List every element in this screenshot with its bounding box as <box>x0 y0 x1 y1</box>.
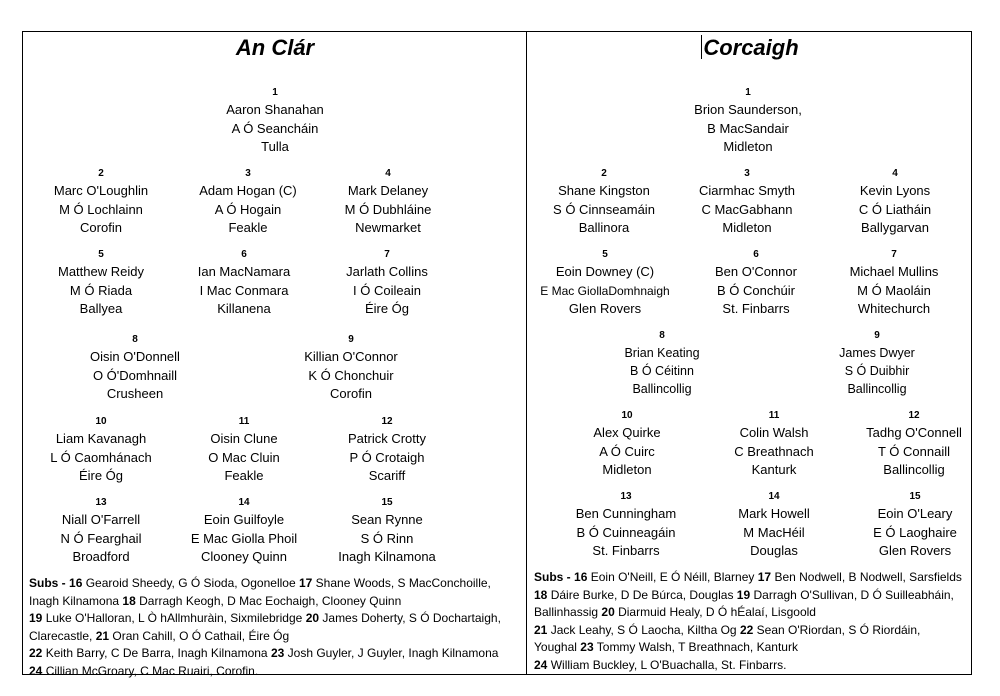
cork-player-13 <box>561 489 691 561</box>
player-number: 11 <box>238 416 250 427</box>
cork-player-6 <box>691 247 821 319</box>
cork-player-7 <box>824 247 964 319</box>
sub-entry: Ben Nodwell, B Nodwell, Sarsfields <box>774 570 962 584</box>
sub-number: 18 <box>534 587 548 602</box>
player-club: Clooney Quinn <box>201 549 287 564</box>
player-name: Sean Rynne <box>351 512 423 527</box>
player-name: Ben O'Connor <box>715 264 797 279</box>
player-irish-name: O Mac Cluin <box>208 449 280 465</box>
player-number: 7 <box>891 249 897 260</box>
player-club: Ballygarvan <box>861 220 929 235</box>
player-club: Ballinora <box>578 220 630 235</box>
clare-player-13 <box>31 495 171 567</box>
player-number: 14 <box>238 497 250 508</box>
cork-column <box>528 32 972 674</box>
player-club: Crusheen <box>106 386 164 401</box>
player-irish-name: I Ó Coileain <box>353 282 421 298</box>
cork-player-12 <box>849 408 979 480</box>
sub-entry: Eoin O'Neill, E Ó Néill, Blarney <box>590 570 755 584</box>
player-name: Niall O'Farrell <box>61 512 141 527</box>
sub-number: 24 <box>29 663 43 678</box>
player-irish-name: I Mac Conmara <box>199 282 289 298</box>
player-club: Feakle <box>228 220 268 235</box>
cork-player-11 <box>709 408 839 480</box>
sub-entry: William Buckley, L O'Buachalla, St. Finbarrs. <box>550 657 787 672</box>
clare-player-7 <box>317 247 457 319</box>
player-number: 3 <box>245 168 251 179</box>
player-number: 6 <box>241 249 247 260</box>
player-number: 4 <box>892 168 898 179</box>
player-number: 3 <box>744 168 750 179</box>
clare-player-14 <box>174 495 314 567</box>
player-club: Éire Óg <box>78 468 124 483</box>
player-number: 2 <box>601 168 607 179</box>
player-name: Ciarmhac Smyth <box>698 183 796 198</box>
player-number: 5 <box>98 249 104 260</box>
player-irish-name: B Ó Céitinn <box>630 364 694 378</box>
sub-number: 16 <box>574 570 588 584</box>
clare-player-5 <box>31 247 171 319</box>
player-club: Corofin <box>330 386 372 401</box>
sub-number: 20 <box>305 611 320 625</box>
sub-number: 22 <box>29 646 43 660</box>
column-divider <box>526 31 527 675</box>
clare-player-6 <box>174 247 314 319</box>
sub-number: 16 <box>69 576 83 590</box>
player-club: Midleton <box>722 220 772 235</box>
player-number: 2 <box>98 168 104 179</box>
player-irish-name: E Mac Giolla Phoil <box>190 530 298 546</box>
player-club: Ballincollig <box>847 382 907 396</box>
player-irish-name: C Ó Liatháin <box>858 201 932 217</box>
sub-entry: Shane Woods, S MacConchoille, Inagh Kilnamona <box>29 576 491 608</box>
sub-entry: Darragh O'Sullivan, D Ó Suilleabháin, Ballinhassig <box>534 587 954 619</box>
player-name: Patrick Crotty <box>347 431 426 446</box>
player-number: 5 <box>602 249 608 260</box>
player-name: Eoin O'Leary <box>877 506 953 521</box>
player-name: Tadhg O'Connell <box>866 425 962 440</box>
cork-player-4 <box>830 166 960 238</box>
player-name: Adam Hogan (C) <box>199 183 297 198</box>
sub-entry: James Doherty, S Ó Dochartaigh, Clarecastle, <box>29 611 501 643</box>
player-irish-name: N Ó Fearghail <box>60 530 142 546</box>
sub-number: 17 <box>298 576 313 590</box>
player-irish-name: S Ó Cinnseamáin <box>553 201 655 217</box>
clare-player-15 <box>317 495 457 567</box>
player-club: Midleton <box>602 462 652 477</box>
player-name: Oisin O'Donnell <box>90 349 180 364</box>
player-irish-name: M Ó Dubhláine <box>344 201 432 217</box>
player-number: 4 <box>385 168 391 179</box>
player-irish-name: M MacHéil <box>743 524 805 540</box>
player-name: Shane Kingston <box>558 183 650 198</box>
player-irish-name: A Ó Hogain <box>214 201 282 217</box>
player-number: 8 <box>659 330 665 341</box>
player-irish-name: A Ó Cuirc <box>599 443 655 459</box>
sub-number: 19 <box>29 611 43 625</box>
player-irish-name: S Ó Duibhir <box>844 364 910 378</box>
player-irish-name: B Ó Conchúir <box>716 282 796 298</box>
clare-player-11 <box>174 414 314 486</box>
cork-title-text: Corcaigh <box>703 35 799 60</box>
sub-entry: Oran Cahill, O Ó Cathail, Éire Óg <box>112 628 290 643</box>
cork-player-14 <box>709 489 839 561</box>
player-number: 1 <box>272 87 278 98</box>
sub-number: 20 <box>601 605 615 619</box>
player-number: 8 <box>132 334 138 345</box>
sub-number: 18 <box>122 593 136 608</box>
player-name: Matthew Reidy <box>58 264 144 279</box>
clare-player-4 <box>318 166 458 238</box>
cork-player-9 <box>812 328 942 398</box>
sub-entry: Diarmuid Healy, D Ó hÉalaí, Lisgoold <box>618 605 816 619</box>
player-number: 10 <box>95 416 107 427</box>
clare-subs <box>29 575 523 680</box>
player-club: Éire Óg <box>364 301 410 316</box>
cork-player-15 <box>850 489 980 561</box>
player-club: Whitechurch <box>857 301 931 316</box>
player-club: Kanturk <box>751 462 797 477</box>
player-number: 12 <box>908 410 920 421</box>
player-name: Mark Howell <box>738 506 810 521</box>
sub-entry: Josh Guyler, J Guyler, Inagh Kilnamona <box>287 646 499 660</box>
player-irish-name: A Ó Seancháin <box>231 120 319 136</box>
player-club: Ballincollig <box>883 462 945 477</box>
clare-player-9 <box>281 332 421 404</box>
player-club: St. Finbarrs <box>722 301 790 316</box>
player-irish-name: C Breathnach <box>734 443 814 459</box>
player-name: Eoin Guilfoyle <box>203 512 285 527</box>
sub-number: 21 <box>95 628 110 643</box>
player-name: Ian MacNamara <box>197 264 291 279</box>
player-name: Mark Delaney <box>347 183 429 198</box>
cork-subs <box>534 569 964 674</box>
cork-player-8 <box>597 328 727 398</box>
player-name: Michael Mullins <box>849 264 939 279</box>
player-irish-name: E Mac GiollaDomhnaigh <box>540 283 670 298</box>
sub-entry: Dáire Burke, D De Búrca, Douglas <box>550 587 734 602</box>
sub-number: 23 <box>270 646 285 660</box>
player-number: 6 <box>753 249 759 260</box>
player-club: Douglas <box>750 543 798 558</box>
player-club: Newmarket <box>355 220 421 235</box>
player-name: James Dwyer <box>839 346 915 360</box>
player-name: Colin Walsh <box>739 425 809 440</box>
sub-number: 23 <box>580 640 594 654</box>
player-irish-name: M Ó Lochlainn <box>59 201 143 217</box>
player-name: Killian O'Connor <box>304 349 398 364</box>
player-club: Inagh Kilnamona <box>338 549 436 564</box>
player-number: 14 <box>768 491 780 502</box>
player-name: Jarlath Collins <box>346 264 428 279</box>
cork-player-5 <box>530 247 680 319</box>
player-name: Liam Kavanagh <box>55 431 147 446</box>
sub-entry: Cillian McGroary, C Mac Ruairi, Corofin. <box>45 663 259 678</box>
player-club: Glen Rovers <box>568 301 642 316</box>
player-name: Marc O'Loughlin <box>53 183 149 198</box>
player-name: Aaron Shanahan <box>226 102 324 117</box>
player-irish-name: M Ó Riada <box>69 282 133 298</box>
clare-player-3 <box>178 166 318 238</box>
player-number: 9 <box>874 330 880 341</box>
player-club: St. Finbarrs <box>592 543 660 558</box>
sub-number: 19 <box>736 587 751 602</box>
player-irish-name: T Ó Connaill <box>877 443 950 459</box>
sub-entry: Gearoid Sheedy, G Ó Sioda, Ogonelloe <box>85 576 296 590</box>
player-number: 11 <box>768 410 780 421</box>
player-club: Corofin <box>80 220 122 235</box>
player-number: 13 <box>620 491 632 502</box>
player-number: 7 <box>384 249 390 260</box>
clare-player-2 <box>31 166 171 238</box>
player-name: Alex Quirke <box>593 425 661 440</box>
player-club: Feakle <box>224 468 264 483</box>
clare-player-12 <box>317 414 457 486</box>
subs-label: Subs - <box>29 576 70 590</box>
cork-player-2 <box>539 166 669 238</box>
sub-entry: Luke O'Halloran, L Ò hAllmhuràin, Sixmilebridge <box>45 611 303 625</box>
sub-number: 21 <box>534 622 548 637</box>
cork-player-10 <box>562 408 692 480</box>
player-club: Midleton <box>723 139 773 154</box>
player-name: Brian Keating <box>624 346 700 360</box>
player-club: Ballincollig <box>632 382 692 396</box>
player-irish-name: O Ó'Domhnaill <box>92 367 178 383</box>
sub-entry: Jack Leahy, S Ó Laocha, Kiltha Og <box>550 622 737 637</box>
sub-number: 22 <box>739 622 754 637</box>
player-name: Kevin Lyons <box>859 183 931 198</box>
sub-number: 24 <box>534 657 548 672</box>
sub-entry: Sean O'Riordan, S Ó Riordáin, Youghal <box>534 622 921 654</box>
player-club: Glen Rovers <box>878 543 952 558</box>
player-irish-name: S Ó Rinn <box>360 530 414 546</box>
clare-player-10 <box>31 414 171 486</box>
player-irish-name: K Ó Chonchuir <box>308 367 394 383</box>
player-club: Ballyea <box>79 301 123 316</box>
player-irish-name: E Ó Laoghaire <box>873 524 957 540</box>
player-number: 10 <box>621 410 633 421</box>
team-sheet <box>22 31 972 678</box>
player-number: 12 <box>381 416 393 427</box>
player-irish-name: P Ó Crotaigh <box>349 449 425 465</box>
player-club: Scariff <box>368 468 406 483</box>
clare-title: An Clár <box>235 35 315 60</box>
player-number: 13 <box>95 497 107 508</box>
sub-entry: Tommy Walsh, T Breathnach, Kanturk <box>596 640 798 654</box>
subs-label: Subs - <box>534 570 575 584</box>
player-irish-name: L Ó Caomhánach <box>50 449 152 465</box>
player-number: 9 <box>348 334 354 345</box>
player-number: 15 <box>909 491 921 502</box>
sub-number: 17 <box>757 570 772 584</box>
player-irish-name: M Ó Maoláin <box>857 282 931 298</box>
clare-player-8 <box>65 332 205 404</box>
player-name: Eoin Downey (C) <box>555 264 655 279</box>
sub-entry: Keith Barry, C De Barra, Inagh Kilnamona <box>45 646 268 660</box>
cork-title <box>528 35 972 61</box>
player-number: 1 <box>745 87 751 98</box>
cork-player-1 <box>648 85 848 157</box>
player-name: Brion Saunderson, <box>694 102 802 117</box>
player-name: Ben Cunningham <box>575 506 677 521</box>
player-name: Oisin Clune <box>210 431 278 446</box>
player-club: Killanena <box>217 301 271 316</box>
clare-column <box>23 32 527 678</box>
player-club: Tulla <box>261 139 289 154</box>
player-irish-name: B Ó Cuinneagáin <box>576 524 676 540</box>
player-irish-name: B MacSandair <box>707 120 789 136</box>
clare-player-1 <box>175 85 375 157</box>
player-number: 15 <box>381 497 393 508</box>
player-irish-name: C MacGabhann <box>701 201 793 217</box>
cork-player-3 <box>682 166 812 238</box>
sub-entry: Darragh Keogh, D Mac Eochaigh, Clooney Quinn <box>139 593 402 608</box>
player-club: Broadford <box>72 549 130 564</box>
